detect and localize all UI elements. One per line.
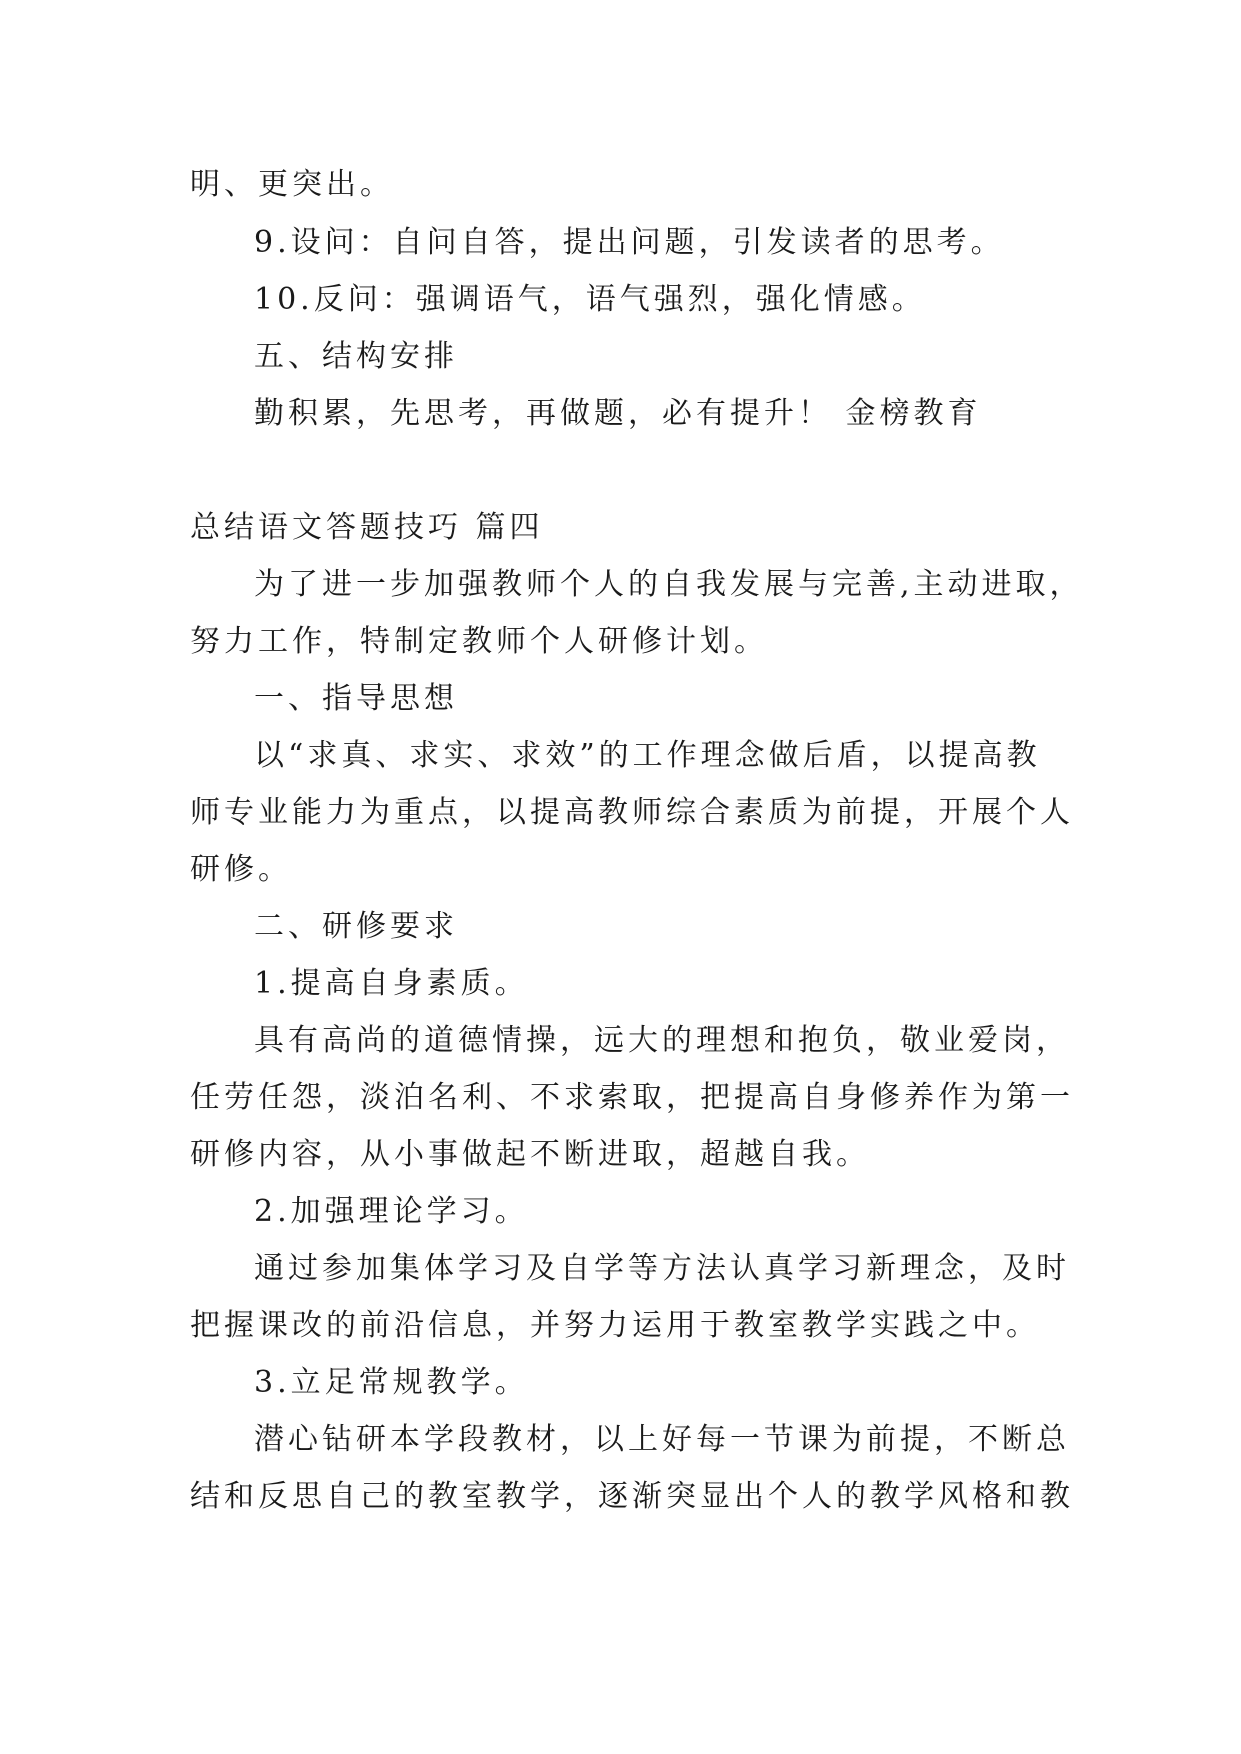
text-line: 把握课改的前沿信息，并努力运用于教室教学实践之中。 <box>190 1308 1040 1343</box>
document-title: 总结语文答题技巧 篇四 <box>190 510 544 545</box>
text-line: 努力工作，特制定教师个人研修计划。 <box>190 624 768 659</box>
text-line: 研修。 <box>190 852 292 887</box>
subsection-heading: 1.提高自身素质。 <box>254 966 529 1001</box>
text-line: 任劳任怨，淡泊名利、不求索取，把提高自身修养作为第一 <box>190 1080 1074 1115</box>
text-line: 勤积累，先思考，再做题，必有提升！ 金榜教育 <box>254 396 982 431</box>
text-line: 师专业能力为重点，以提高教师综合素质为前提，开展个人 <box>190 795 1074 830</box>
text-line: 潜心钻研本学段教材，以上好每一节课为前提，不断总 <box>254 1422 1070 1457</box>
section-heading: 五、结构安排 <box>254 339 458 374</box>
text-line: 为了进一步加强教师个人的自我发展与完善,主动进取， <box>254 567 1084 602</box>
section-heading: 二、研修要求 <box>254 909 458 944</box>
subsection-heading: 3.立足常规教学。 <box>254 1365 529 1400</box>
text-line: 明、更突出。 <box>190 167 394 202</box>
text-line: 具有高尚的道德情操，远大的理想和抱负，敬业爱岗， <box>254 1023 1070 1058</box>
text-line: 通过参加集体学习及自学等方法认真学习新理念，及时 <box>254 1251 1070 1286</box>
section-heading: 一、指导思想 <box>254 681 458 716</box>
text-line: 结和反思自己的教室教学，逐渐突显出个人的教学风格和教 <box>190 1479 1074 1514</box>
text-line: 以“求真、求实、求效”的工作理念做后盾，以提高教 <box>254 738 1041 773</box>
subsection-heading: 2.加强理论学习。 <box>254 1194 529 1229</box>
text-line: 研修内容，从小事做起不断进取，超越自我。 <box>190 1137 870 1172</box>
text-line: 10.反问：强调语气，语气强烈，强化情感。 <box>254 282 926 317</box>
text-line: 9.设问：自问自答，提出问题，引发读者的思考。 <box>254 225 1005 260</box>
